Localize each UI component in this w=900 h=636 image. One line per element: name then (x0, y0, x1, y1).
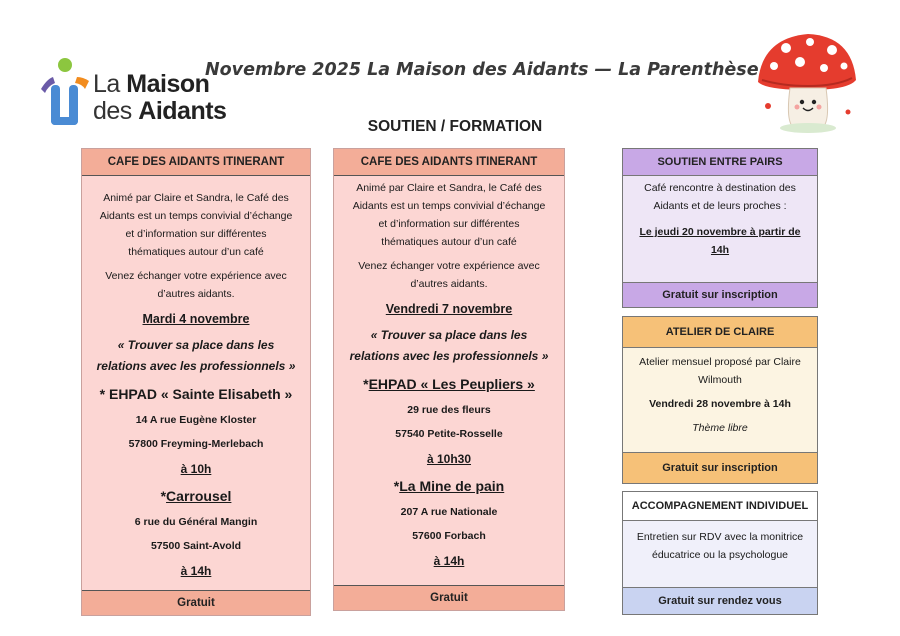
card-footer: Gratuit sur rendez vous (623, 587, 817, 614)
cafe-aidants-card-1 (81, 148, 311, 616)
event-theme: « Trouver sa place dans les (117, 338, 275, 352)
soutien-pairs-card (622, 148, 818, 308)
card-footer: Gratuit sur inscription (623, 282, 817, 307)
invite-line: Venez échanger votre expérience avec (105, 270, 287, 282)
logo (35, 55, 227, 135)
venue-2-city: 57600 Forbach (412, 530, 486, 542)
event-date: Mardi 4 novembre (142, 312, 250, 326)
venue-1-city: 57800 Freyming-Merlebach (128, 438, 264, 450)
intro-line: Animé par Claire et Sandra, le Café des (356, 182, 542, 194)
intro-line: et d’information sur différentes (125, 228, 267, 240)
card-header: CAFE DES AIDANTS ITINERANT (334, 149, 564, 176)
invite-line: Venez échanger votre expérience avec (358, 260, 540, 272)
venue-2-time: à 14h (180, 564, 212, 578)
intro-line: Aidants est un temps convivial d’échange (352, 200, 546, 212)
invite-line: d’autres aidants. (157, 288, 235, 300)
event-theme: Thème libre (692, 422, 748, 434)
accompagnement-card (622, 491, 818, 615)
event-date: 14h (710, 244, 730, 256)
body-line: Wilmouth (698, 374, 742, 386)
event-theme: « Trouver sa place dans les (370, 328, 528, 342)
logo-text-line1: La Maison (93, 70, 210, 98)
event-theme: relations avec les professionnels » (349, 349, 549, 363)
intro-line: Animé par Claire et Sandra, le Café des (103, 192, 289, 204)
page-title: Novembre 2025 La Maison des Aidants — La Parenthèse (205, 60, 759, 80)
venue-2-name: *Carrousel (160, 488, 232, 504)
card-body (631, 179, 809, 259)
venue-1-name: *EHPAD « Les Peupliers » (363, 376, 535, 392)
card-footer: Gratuit sur inscription (623, 452, 817, 483)
venue-2-city: 57500 Saint-Avold (150, 540, 242, 552)
event-date: Vendredi 28 novembre à 14h (649, 398, 791, 410)
card-footer: Gratuit (334, 585, 564, 610)
body-line: Entretien sur RDV avec la monitrice (636, 531, 804, 543)
event-date: Le jeudi 20 novembre à partir de (639, 226, 801, 238)
card-header: CAFE DES AIDANTS ITINERANT (82, 149, 310, 176)
venue-1-address: 29 rue des fleurs (407, 404, 491, 416)
venue-2-address: 6 rue du Général Mangin (134, 516, 258, 528)
card-body (92, 189, 300, 581)
intro-line: et d’information sur différentes (378, 218, 520, 230)
intro-line: Aidants est un temps convivial d’échange (99, 210, 293, 222)
event-date: Vendredi 7 novembre (385, 302, 513, 316)
venue-1-time: à 10h (180, 462, 212, 476)
card-footer: Gratuit (82, 590, 310, 615)
intro-line: thématiques autour d’un café (381, 236, 517, 248)
cafe-aidants-card-2 (333, 148, 565, 611)
body-line: Café rencontre à destination des (644, 182, 796, 194)
venue-2-address: 207 A rue Nationale (400, 506, 498, 518)
card-header: ATELIER DE CLAIRE (623, 317, 817, 348)
venue-1-time: à 10h30 (426, 452, 472, 466)
card-header: ACCOMPAGNEMENT INDIVIDUEL (623, 492, 817, 521)
mushroom-illustration-icon (752, 28, 860, 136)
logo-figure-icon (35, 55, 95, 135)
body-line: éducatrice ou la psychologue (651, 549, 788, 561)
body-line: Aidants et de leurs proches : (653, 200, 787, 212)
card-body (631, 353, 809, 437)
invite-line: d’autres aidants. (410, 278, 488, 290)
card-body (344, 179, 554, 571)
section-title: SOUTIEN / FORMATION (367, 118, 543, 135)
logo-text-line2: des Aidants (93, 97, 227, 125)
venue-1-city: 57540 Petite-Rosselle (395, 428, 503, 440)
venue-1-address: 14 A rue Eugène Kloster (135, 414, 257, 426)
atelier-claire-card (622, 316, 818, 484)
venue-2-time: à 14h (433, 554, 465, 568)
card-body (631, 528, 809, 564)
venue-2-name: *La Mine de pain (393, 478, 505, 494)
event-theme: relations avec les professionnels » (96, 359, 296, 373)
card-header: SOUTIEN ENTRE PAIRS (623, 149, 817, 176)
intro-line: thématiques autour d’un café (128, 246, 264, 258)
venue-1-name: * EHPAD « Sainte Elisabeth » (99, 386, 293, 402)
body-line: Atelier mensuel proposé par Claire (639, 356, 801, 368)
